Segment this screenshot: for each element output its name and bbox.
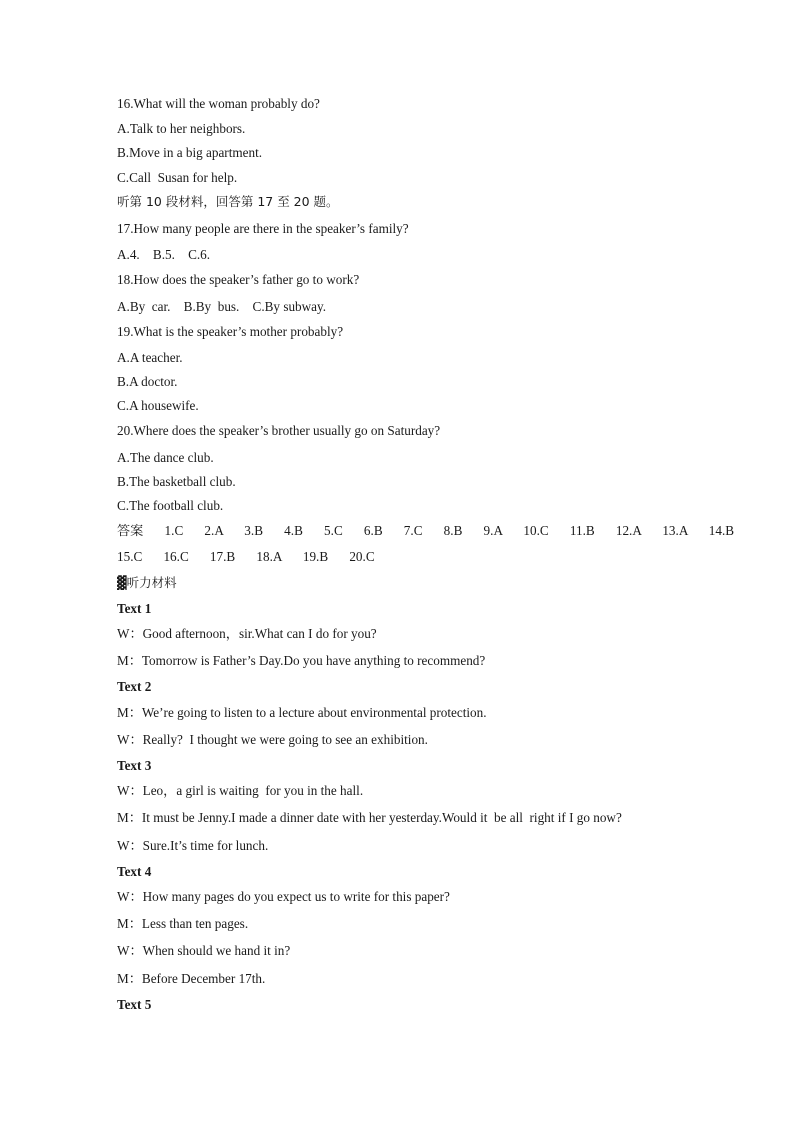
option-19b: B.A doctor. bbox=[117, 374, 178, 389]
option-20b: B.The basketball club. bbox=[117, 474, 236, 489]
options-17: A.4. B.5. C.6. bbox=[117, 247, 211, 262]
text-4-line-1: W：How many pages do you expect us to write for this paper? bbox=[117, 889, 450, 904]
option-19c: C.A housewife. bbox=[117, 398, 199, 413]
option-16a: A.Talk to her neighbors. bbox=[117, 121, 246, 136]
text-5-title: Text 5 bbox=[117, 997, 152, 1012]
text-1-line-1: W：Good afternoon，sir.What can I do for you? bbox=[117, 626, 377, 641]
text-4-line-4: M：Before December 17th. bbox=[117, 971, 266, 986]
option-16b: B.Move in a big apartment. bbox=[117, 145, 263, 160]
answer-key-line-2: 15.C 16.C 17.B 18.A 19.B 20.C bbox=[117, 549, 375, 564]
text-4-line-3: W：When should we hand it in? bbox=[117, 943, 291, 958]
text-3-line-3: W：Sure.It’s time for lunch. bbox=[117, 838, 269, 853]
option-16c: C.Call Susan for help. bbox=[117, 170, 238, 185]
text-3-title: Text 3 bbox=[117, 758, 152, 773]
text-2-title: Text 2 bbox=[117, 679, 152, 694]
text-3-line-1: W：Leo，a girl is waiting for you in the hall. bbox=[117, 783, 364, 798]
text-1-title: Text 1 bbox=[117, 601, 152, 616]
question-20: 20.Where does the speaker’s brother usually go on Saturday? bbox=[117, 423, 441, 438]
option-20a: A.The dance club. bbox=[117, 450, 214, 465]
section-note: 听第 10 段材料，回答第 17 至 20 题。 bbox=[117, 194, 339, 209]
text-1-line-2: M：Tomorrow is Father’s Day.Do you have anything to recommend? bbox=[117, 653, 486, 668]
text-2-line-1: M：We’re going to listen to a lecture about environmental protection. bbox=[117, 705, 487, 720]
question-19: 19.What is the speaker’s mother probably? bbox=[117, 324, 344, 339]
text-4-line-2: M：Less than ten pages. bbox=[117, 916, 249, 931]
question-16: 16.What will the woman probably do? bbox=[117, 96, 320, 111]
text-2-line-2: W：Really? I thought we were going to see an exhibition. bbox=[117, 732, 428, 747]
text-4-title: Text 4 bbox=[117, 864, 152, 879]
text-3-line-2: M：It must be Jenny.I made a dinner date with her yesterday.Would it be all right if I go now? bbox=[117, 810, 622, 825]
options-18: A.By car. B.By bus. C.By subway. bbox=[117, 299, 327, 314]
question-17: 17.How many people are there in the speaker’s family? bbox=[117, 221, 409, 236]
option-19a: A.A teacher. bbox=[117, 350, 183, 365]
listening-material-heading: ▓听力材料 bbox=[117, 575, 177, 590]
question-18: 18.How does the speaker’s father go to work? bbox=[117, 272, 360, 287]
answer-key-line-1: 答案 1.C 2.A 3.B 4.B 5.C 6.B 7.C 8.B 9.A 10.C 11.B 12.A 13.A 14.B bbox=[117, 523, 735, 538]
option-20c: C.The football club. bbox=[117, 498, 224, 513]
